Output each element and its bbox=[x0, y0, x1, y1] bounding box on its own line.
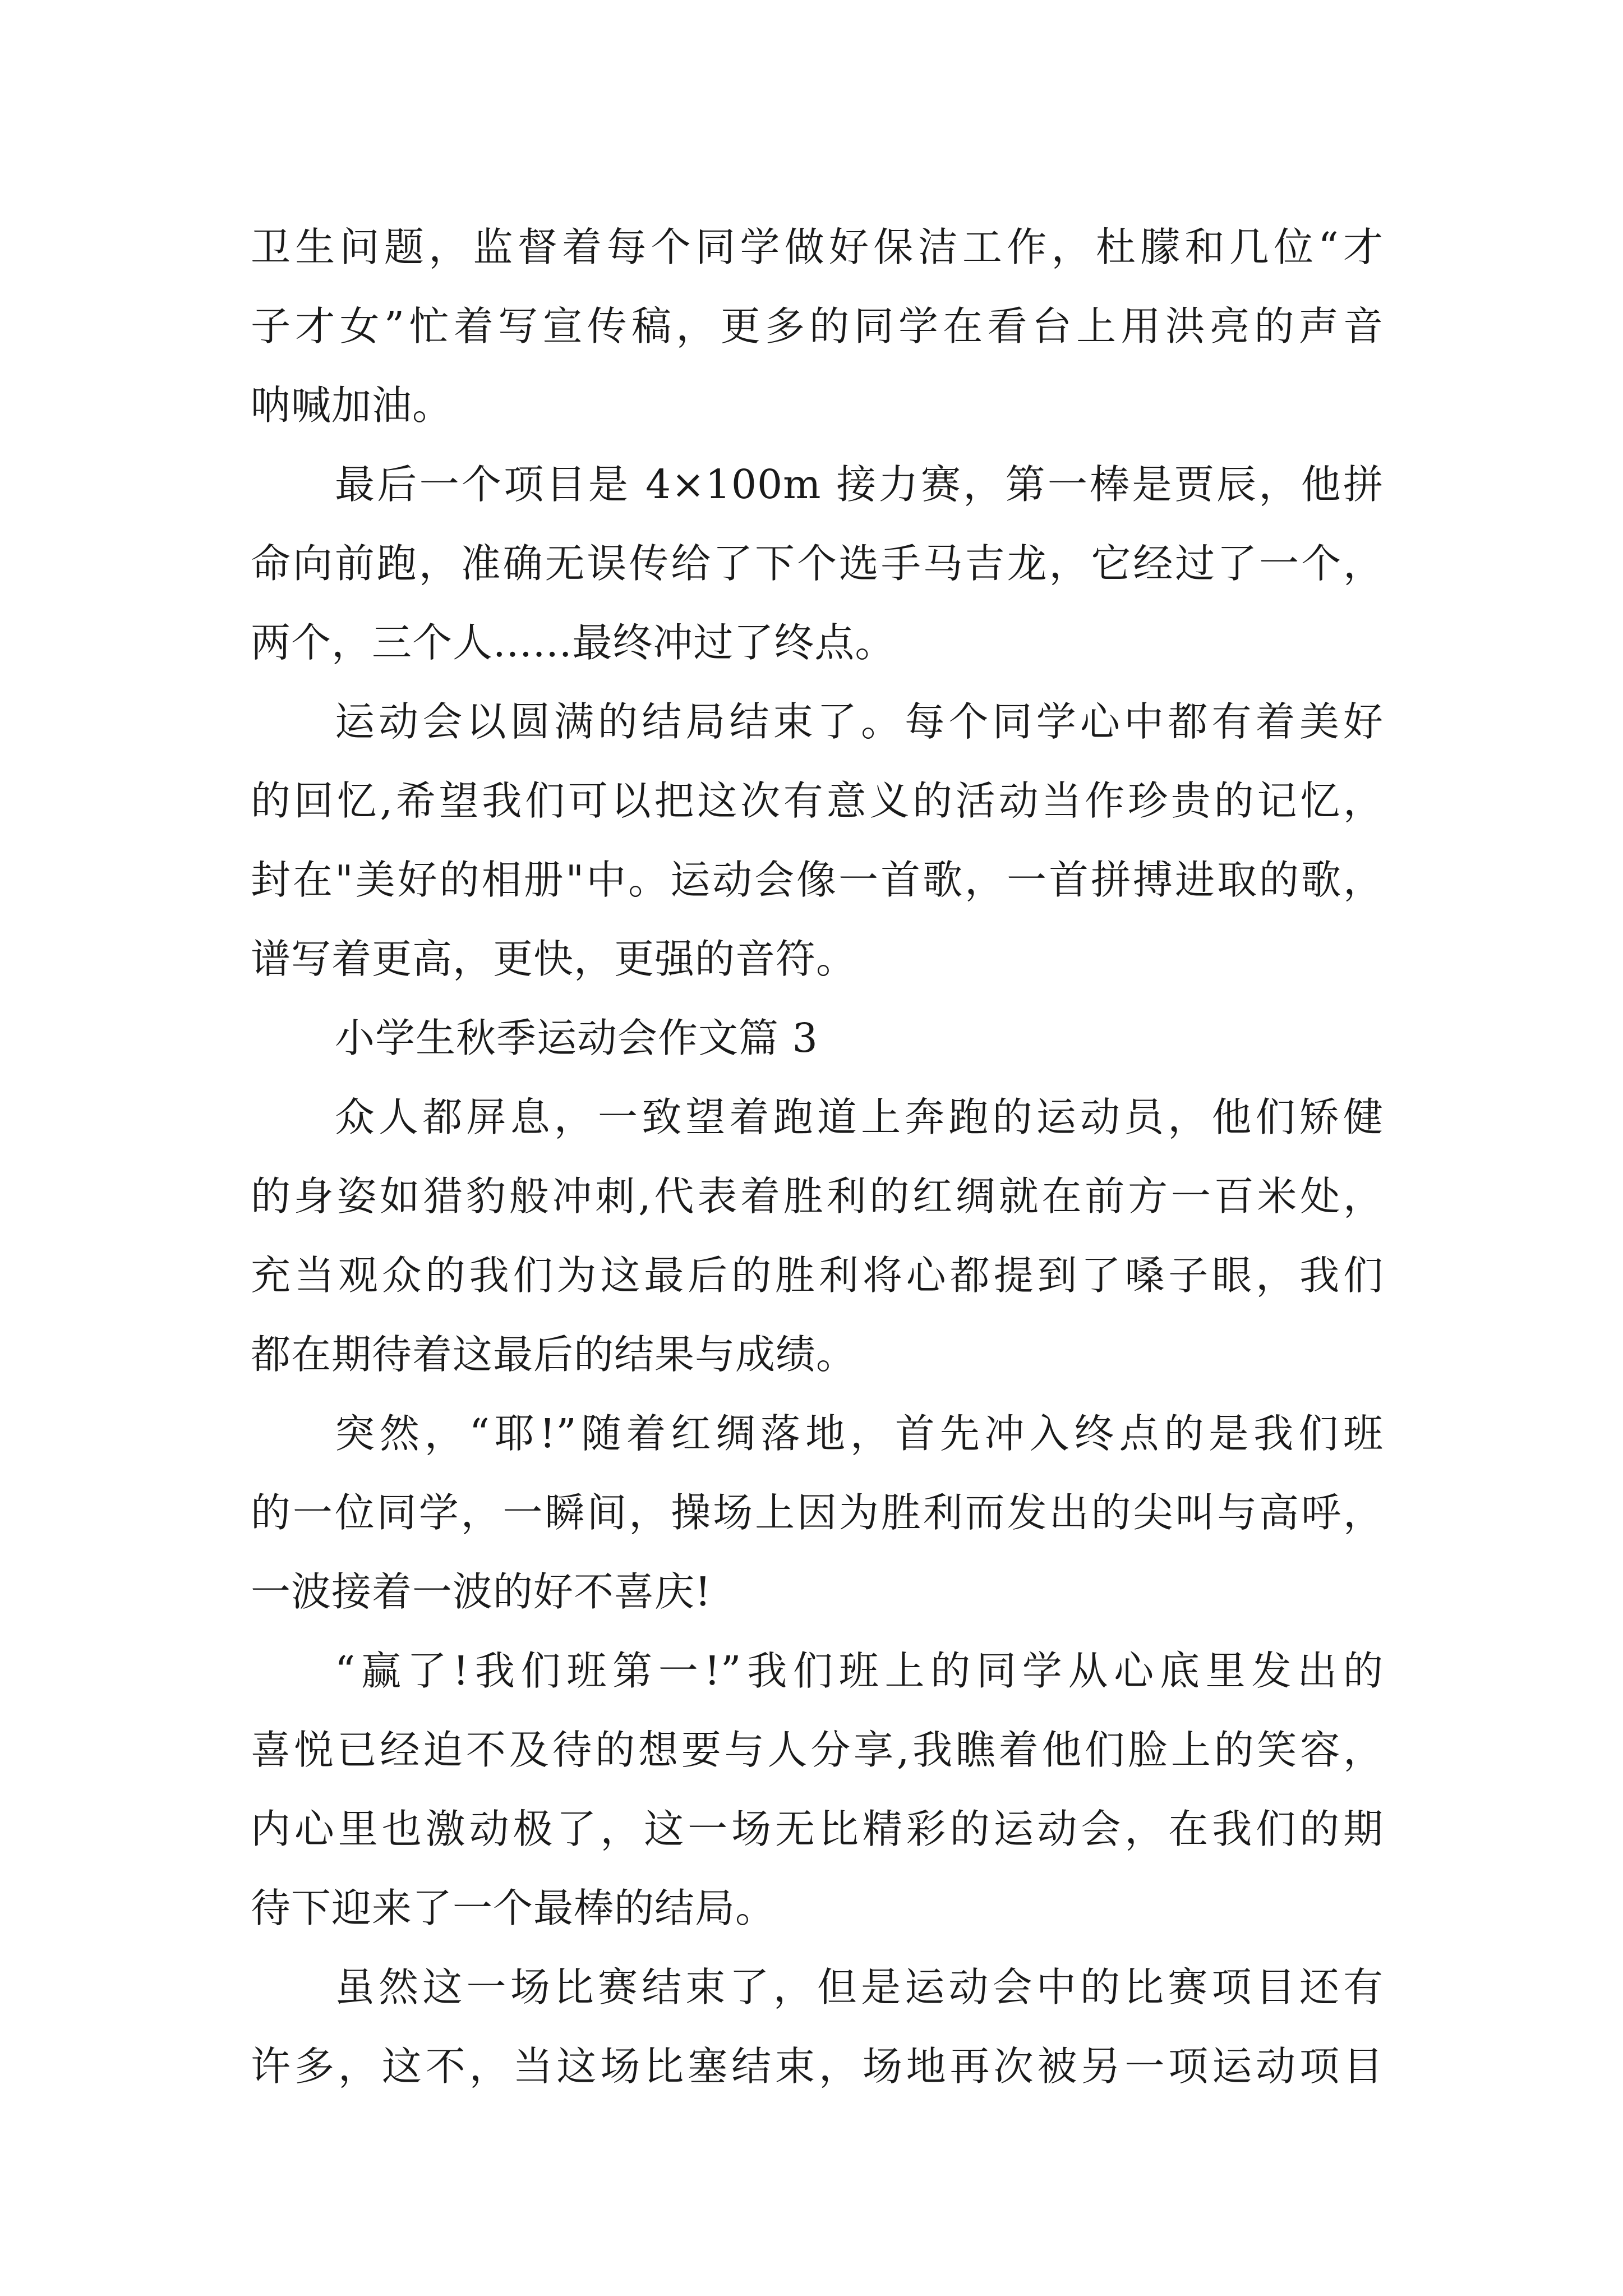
text-line: 一波接着一波的好不喜庆! bbox=[251, 1568, 712, 1615]
text-line: 谱写着更高，更快，更强的音符。 bbox=[251, 936, 857, 982]
paragraph-start-line: 突然，“耶!”随着红绸落地，首先冲入终点的是我们班 bbox=[335, 1410, 1384, 1457]
paragraph-start-line: “赢了!我们班第一!”我们班上的同学从心底里发出的 bbox=[335, 1648, 1384, 1694]
text-line: 子才女”忙着写宣传稿，更多的同学在看台上用洪亮的声音 bbox=[251, 303, 1384, 349]
text-line: 卫生问题，监督着每个同学做好保洁工作，杜朦和几位“才 bbox=[251, 224, 1384, 270]
text-line: 的身姿如猎豹般冲刺,代表着胜利的红绸就在前方一百米处， bbox=[251, 1173, 1384, 1220]
text-line: 封在"美好的相册"中。运动会像一首歌，一首拼搏进取的歌， bbox=[251, 857, 1384, 903]
paragraph-start-line: 虽然这一场比赛结束了，但是运动会中的比赛项目还有 bbox=[335, 1964, 1384, 2010]
paragraph-start-line: 众人都屏息，一致望着跑道上奔跑的运动员，他们矫健 bbox=[335, 1094, 1384, 1140]
text-line: 都在期待着这最后的结果与成绩。 bbox=[251, 1331, 857, 1378]
text-line: 的一位同学，一瞬间，操场上因为胜利而发出的尖叫与高呼， bbox=[251, 1489, 1384, 1536]
document-body bbox=[251, 208, 1384, 2106]
text-line: 呐喊加油。 bbox=[251, 382, 453, 429]
text-line: 命向前跑，准确无误传给了下个选手马吉龙，它经过了一个， bbox=[251, 540, 1384, 587]
text-line: 内心里也激动极了，这一场无比精彩的运动会，在我们的期 bbox=[251, 1806, 1384, 1852]
text-line: 许多，这不，当这场比塞结束，场地再次被另一项运动项目 bbox=[251, 2043, 1384, 2090]
section-heading: 小学生秋季运动会作文篇 3 bbox=[335, 1015, 818, 1061]
paragraph-start-line: 最后一个项目是 4×100m 接力赛，第一棒是贾辰，他拼 bbox=[335, 461, 1384, 508]
text-line: 充当观众的我们为这最后的胜利将心都提到了嗓子眼，我们 bbox=[251, 1252, 1384, 1299]
text-line: 的回忆,希望我们可以把这次有意义的活动当作珍贵的记忆， bbox=[251, 777, 1384, 824]
paragraph-start-line: 运动会以圆满的结局结束了。每个同学心中都有着美好 bbox=[335, 698, 1384, 745]
text-line: 两个，三个人......最终冲过了终点。 bbox=[251, 619, 896, 666]
text-line: 喜悦已经迫不及待的想要与人分享,我瞧着他们脸上的笑容， bbox=[251, 1727, 1384, 1773]
text-line: 待下迎来了一个最棒的结局。 bbox=[251, 1885, 776, 1931]
